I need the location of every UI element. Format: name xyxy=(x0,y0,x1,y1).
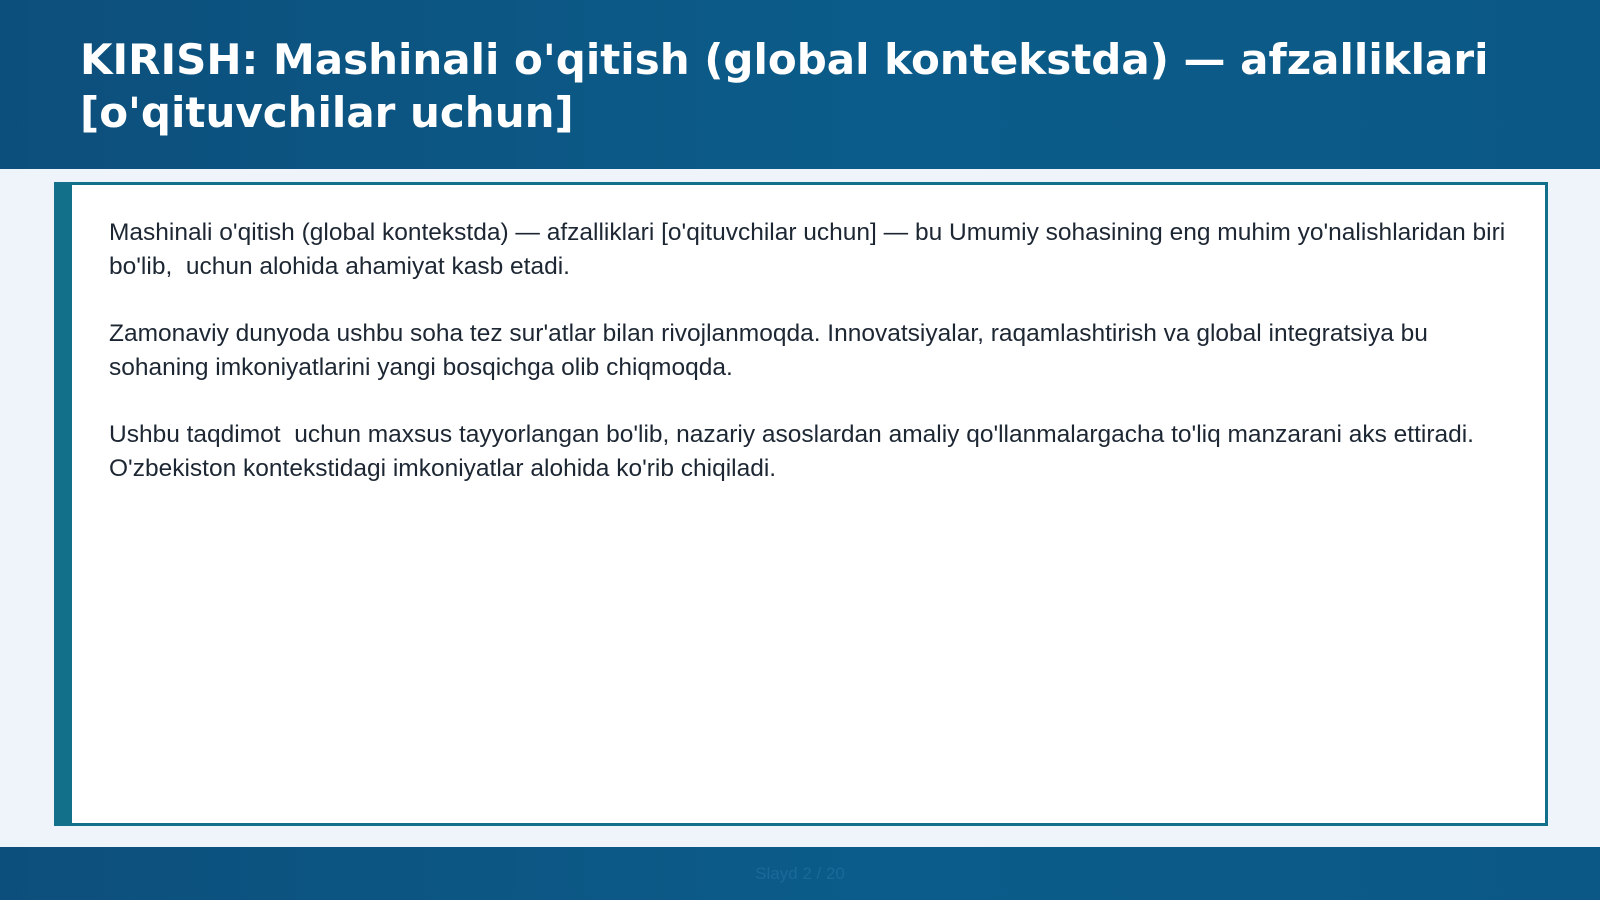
slide-header xyxy=(0,0,1600,169)
slide-footer xyxy=(0,847,1600,900)
content-text xyxy=(109,216,1519,519)
paragraph-presentation-purpose: Ushbu taqdimot uchun maxsus tayyorlangan bo'lib, nazariy asoslardan amaliy qo'llanmalargacha to'liq manzarani aks ettiradi. O'zbekiston kontekstidagi imkoniyatlar alohida ko'rib chiqiladi. xyxy=(109,421,1481,482)
content-card xyxy=(54,182,1548,826)
paragraph-modern-world: Zamonaviy dunyoda ushbu soha tez sur'atlar bilan rivojlanmoqda. Innovatsiyalar, raqamlashtirish va global integratsiya bu sohaning imkoniyatlarini yangi bosqichga olib chiqmoqda. xyxy=(109,320,1435,381)
paragraph-intro: Mashinali o'qitish (global kontekstda) — afzalliklari [o'qituvchilar uchun] — bu Umumiy sohasining eng muhim yo'nalishlaridan biri bo'lib, uchun alohida ahamiyat kasb etadi. xyxy=(109,219,1513,280)
slide-number: Slayd 2 / 20 xyxy=(755,864,845,883)
slide-title: KIRISH: Mashinali o'qitish (global kontekstda) — afzalliklari [o'qituvchilar uchun] xyxy=(80,35,1489,137)
